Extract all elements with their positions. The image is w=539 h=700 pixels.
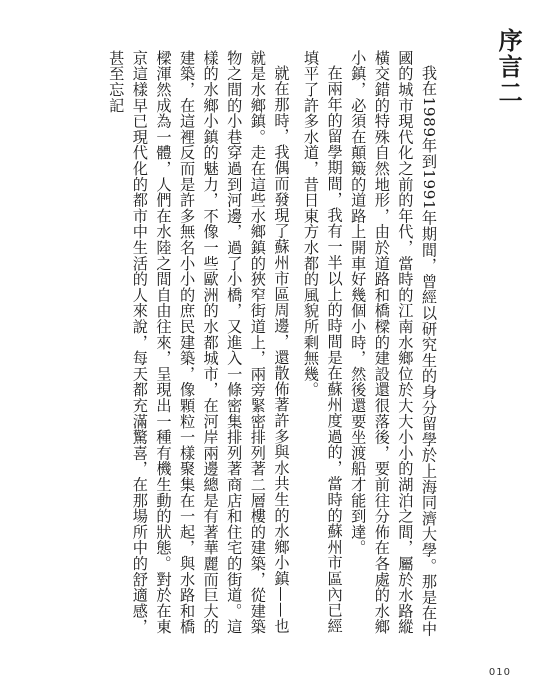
body-text <box>62 50 440 640</box>
section-title: 序言二 <box>494 28 524 106</box>
paragraph-3: 就在那時，我偶而發現了蘇州市區周邊，還散佈著許多與水共生的水鄉小鎮——也就是水鄉鎮。走在這些水鄉鎮的狹窄街道上，兩旁緊密排列著二層樓的建築，從建築物之間的小巷穿過到河邊，過了小橋，又進入一條密集排列著商店和住宅的街道。這樣的水鄉小鎮的魅力，不像一些歐洲的水都城市，在河岸兩邊總是有著華麗而巨大的建築，在這裡反而是許多無名小小的庶民建築，像顆粒一樣聚集在一起，與水路和橋樑渾然成為一體，人們在水陸之間自由往來，呈現出一種有機生動的狀態。對於在東京這樣早已現代化的都市中生活的人來說，每天都充滿驚喜，在那場所中的舒適感，甚至忘記 <box>107 50 291 635</box>
paragraph-2: 在兩年的留學期間，我有一半以上的時間是在蘇州度過的，當時的蘇州市區內已經填平了許多水道，昔日東方水都的風貌所剩無幾。 <box>302 50 344 634</box>
page-number: 010 <box>488 667 511 678</box>
paragraph-1: 我在1989年到1991年期間，曾經以研究生的身分留學於上海同濟大學。那是在中國的城市現代化之前的年代，當時的江南水鄉位於大大小小的湖泊之間，屬於水路縱橫交錯的特殊自然地形，由於道路和橋樑的建設還很落後，要前往分佈在各處的水鄉小鎮，必須在顛簸的道路上開車好幾個小時，然後還要坐渡船才能到達。 <box>349 50 438 638</box>
